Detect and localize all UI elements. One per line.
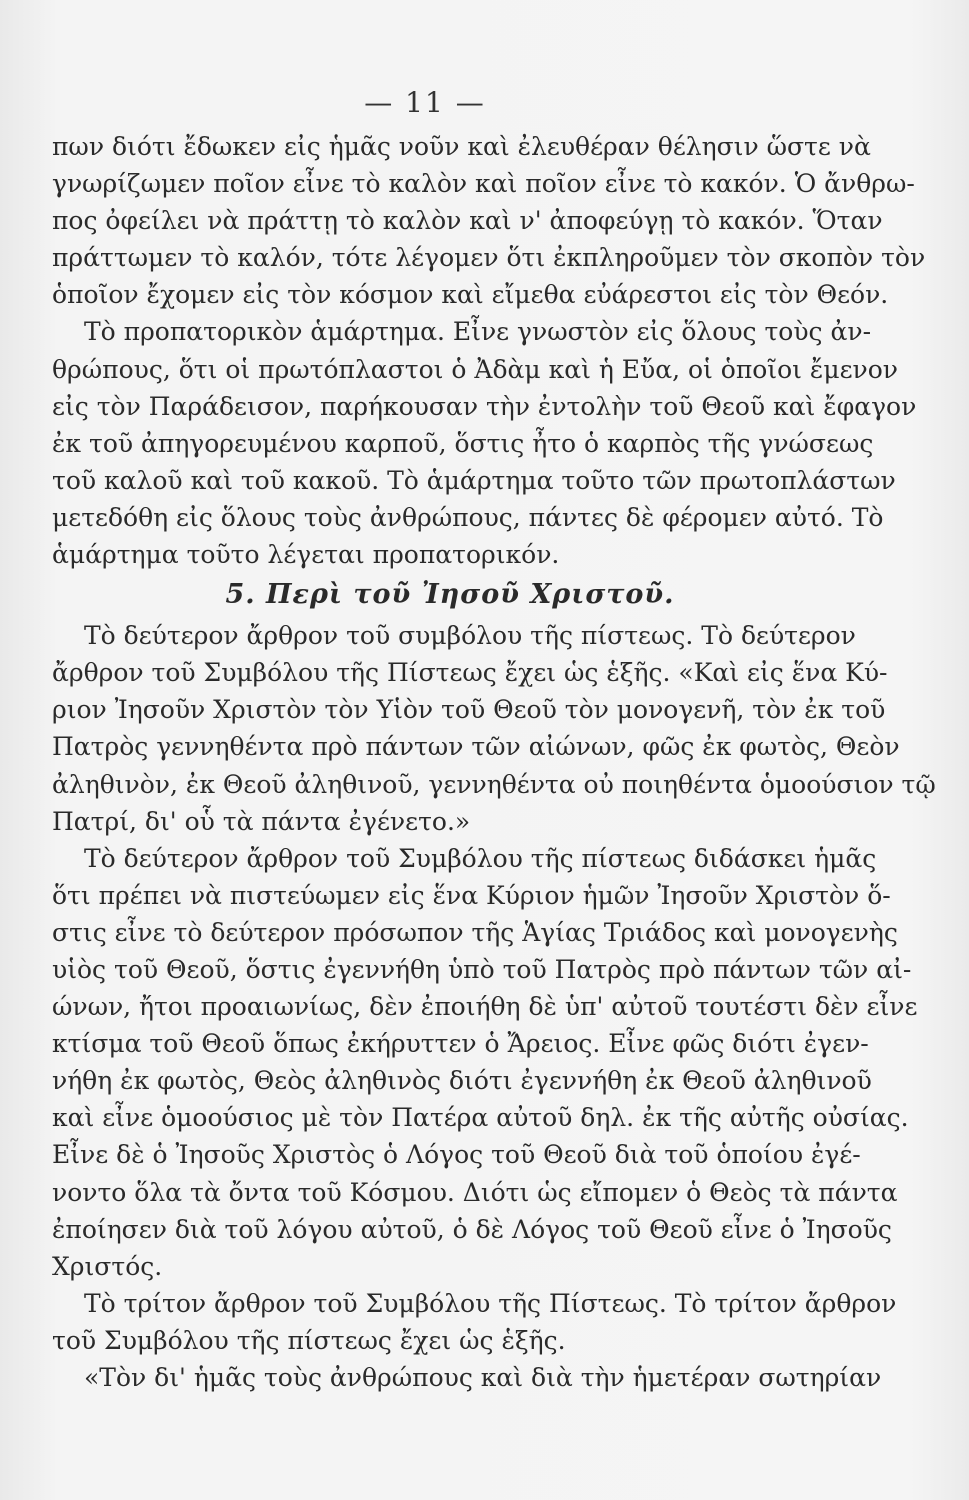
text-line: πράττωμεν τὸ καλόν, τότε λέγομεν ὅτι ἐκπληροῦμεν τὸν σκοπὸν τὸν — [52, 243, 926, 273]
body-text — [52, 128, 936, 1396]
text-line: ριον Ἰησοῦν Χριστὸν τὸν Υἱὸν τοῦ Θεοῦ τὸν μονογενῆ, τὸν ἐκ τοῦ — [52, 695, 886, 725]
text-line: ἐποίησεν διὰ τοῦ λόγου αὐτοῦ, ὁ δὲ Λόγος τοῦ Θεοῦ εἶνε ὁ Ἰησοῦς — [52, 1214, 892, 1244]
text-line: Τὸ προπατορικὸν ἁμάρτημα. Εἶνε γνωστὸν εἰς ὅλους τοὺς ἀν- — [84, 317, 872, 347]
text-line: κτίσμα τοῦ Θεοῦ ὅπως ἐκήρυττεν ὁ Ἄρειος. Εἶνε φῶς διότι ἐγεν- — [52, 1029, 869, 1059]
text-line: ἐκ τοῦ ἀπηγορευμένου καρποῦ, ὅστις ἦτο ὁ καρπὸς τῆς γνώσεως — [52, 428, 874, 458]
text-line: τοῦ καλοῦ καὶ τοῦ κακοῦ. Τὸ ἁμάρτημα τοῦτο τῶν πρωτοπλάστων — [52, 465, 896, 495]
text-line: ώνων, ἤτοι προαιωνίως, δὲν ἐποιήθη δὲ ὑπ' αὐτοῦ τουτέστι δὲν εἶνε — [52, 992, 918, 1022]
text-line: Εἶνε δὲ ὁ Ἰησοῦς Χριστὸς ὁ Λόγος τοῦ Θεοῦ διὰ τοῦ ὁποίου ἐγέ- — [52, 1140, 861, 1170]
text-line: Τὸ τρίτον ἄρθρον τοῦ Συμβόλου τῆς Πίστεως. Τὸ τρίτον ἄρθρον — [84, 1288, 897, 1318]
text-line: μετεδόθη εἰς ὅλους τοὺς ἀνθρώπους, πάντες δὲ φέρομεν αὐτό. Τὸ — [52, 502, 884, 532]
text-line: καὶ εἶνε ὁμοούσιος μὲ τὸν Πατέρα αὐτοῦ δηλ. ἐκ τῆς αὐτῆς οὐσίας. — [52, 1103, 909, 1133]
text-line: νήθη ἐκ φωτὸς, Θεὸς ἀληθινὸς διότι ἐγεννήθη ἐκ Θεοῦ ἀληθινοῦ — [52, 1066, 872, 1096]
text-line: Πατρὸς γεννηθέντα πρὸ πάντων τῶν αἰώνων, φῶς ἐκ φωτὸς, Θεὸν — [52, 732, 900, 762]
text-line: Τὸ δεύτερον ἄρθρον τοῦ συμβόλου τῆς πίστεως. Τὸ δεύτερον — [84, 621, 856, 651]
text-line: πων διότι ἔδωκεν εἰς ἡμᾶς νοῦν καὶ ἐλευθέραν θέλησιν ὥστε νὰ — [52, 132, 871, 161]
text-line: ἀληθινὸν, ἐκ Θεοῦ ἀληθινοῦ, γεννηθέντα οὐ ποιηθέντα ὁμοούσιον τῷ — [52, 769, 936, 799]
paragraph-block-christ — [52, 617, 936, 1396]
text-line: «Τὸν δι' ἡμᾶς τοὺς ἀνθρώπους καὶ διὰ τὴν ἡμετέραν σωτηρίαν — [84, 1363, 882, 1392]
text-line: ἄρθρον τοῦ Συμβόλου τῆς Πίστεως ἔχει ὡς ἑξῆς. «Καὶ εἰς ἕνα Κύ- — [52, 658, 888, 688]
text-line: θρώπους, ὅτι οἱ πρωτόπλαστοι ὁ Ἀδὰμ καὶ ἡ Εὔα, οἱ ὁποῖοι ἔμενον — [52, 354, 898, 384]
text-line: εἰς τὸν Παράδεισον, παρήκουσαν τὴν ἐντολὴν τοῦ Θεοῦ καὶ ἔφαγον — [52, 391, 917, 421]
text-line: νοντο ὅλα τὰ ὄντα τοῦ Κόσμου. Διότι ὡς εἴπομεν ὁ Θεὸς τὰ πάντα — [52, 1177, 898, 1207]
text-line: ὁποῖον ἔχομεν εἰς τὸν κόσμον καὶ εἴμεθα εὐάρεστοι εἰς τὸν Θεόν. — [52, 280, 889, 310]
text-line: Τὸ δεύτερον ἄρθρον τοῦ Συμβόλου τῆς πίστεως διδάσκει ἡμᾶς — [84, 843, 877, 873]
text-line: Πατρί, δι' οὗ τὰ πάντα ἐγένετο.» — [52, 806, 471, 836]
section-heading: 5. Περὶ τοῦ Ἰησοῦ Χριστοῦ. — [225, 579, 675, 611]
text-line: ἁμάρτημα τοῦτο λέγεται προπατορικόν. — [52, 540, 560, 570]
text-line: πος ὀφείλει νὰ πράττῃ τὸ καλὸν καὶ ν' ἀποφεύγῃ τὸ κακόν. Ὅταν — [52, 206, 883, 236]
paragraph-block-original-sin — [52, 128, 926, 573]
text-line: στις εἶνε τὸ δεύτερον πρόσωπον τῆς Ἁγίας Τριάδος καὶ μονογενὴς — [52, 917, 898, 947]
text-line: τοῦ Συμβόλου τῆς πίστεως ἔχει ὡς ἑξῆς. — [52, 1325, 566, 1355]
page-number: — 11 — — [364, 86, 486, 119]
text-line: υἱὸς τοῦ Θεοῦ, ὅστις ἐγεννήθη ὑπὸ τοῦ Πατρὸς πρὸ πάντων τῶν αἰ- — [52, 954, 912, 984]
text-line: ὅτι πρέπει νὰ πιστεύωμεν εἰς ἕνα Κύριον ἡμῶν Ἰησοῦν Χριστὸν ὅ- — [52, 880, 891, 910]
text-line: γνωρίζωμεν ποῖον εἶνε τὸ καλὸν καὶ ποῖον εἶνε τὸ κακόν. Ὁ ἄνθρω- — [52, 169, 915, 199]
text-line: Χριστός. — [52, 1251, 163, 1281]
